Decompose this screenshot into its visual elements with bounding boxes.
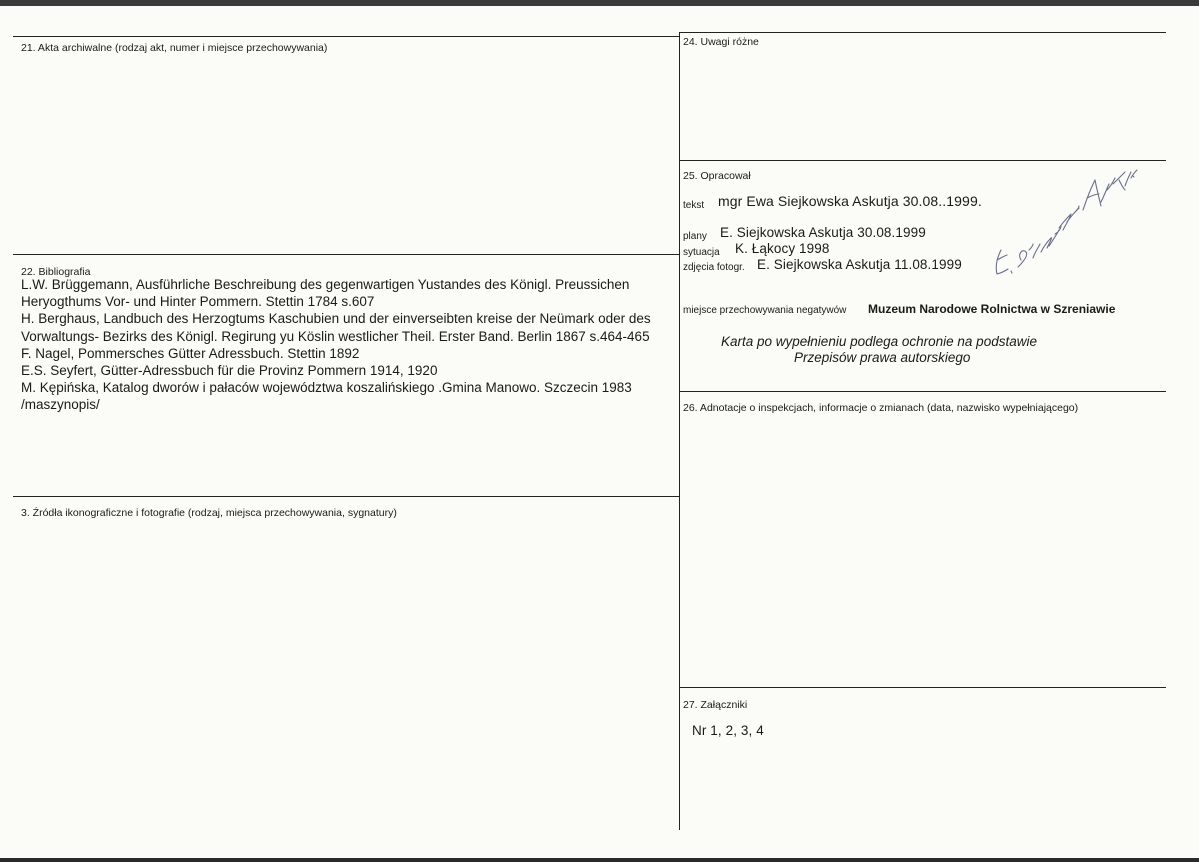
plany-label: plany	[683, 231, 707, 242]
divider-22-3	[13, 496, 679, 497]
divider-top-right	[679, 32, 1166, 33]
sytuacja-value: K. Łąkocy 1998	[735, 241, 830, 256]
divider-top-left	[13, 36, 679, 37]
copyright-note-line-1: Karta po wypełnieniu podlega ochronie na podstawie	[721, 334, 1037, 349]
sytuacja-label: sytuacja	[683, 247, 720, 258]
handwritten-signature	[985, 168, 1145, 288]
section-24-label: 24. Uwagi różne	[683, 36, 759, 48]
zdjecia-value: E. Siejkowska Askutja 11.08.1999	[757, 257, 962, 272]
section-26-label: 26. Adnotacje o inspekcjach, informacje o zmianach (data, nazwisko wypełniającego)	[683, 402, 1079, 414]
tekst-value: mgr Ewa Siejkowska Askutja 30.08..1999.	[718, 193, 982, 209]
section-3-label: 3. Źródła ikonograficzne i fotografie (rodzaj, miejsca przechowywania, sygnatury)	[21, 507, 397, 519]
divider-vertical	[679, 32, 680, 830]
divider-26-27	[679, 687, 1166, 688]
bibliography-entry: M. Kępińska, Katalog dworów i pałaców województwa koszalińskiego .Gmina Manowo. Szczecin 1983 /maszynopis/	[21, 380, 632, 413]
plany-value: E. Siejkowska Askutja 30.08.1999	[720, 225, 926, 240]
tekst-label: tekst	[683, 200, 705, 211]
section-21-label: 21. Akta archiwalne (rodzaj akt, numer i miejsce przechowywania)	[21, 42, 328, 54]
scan-top-edge	[0, 0, 1199, 6]
bibliography-entry: H. Berghaus, Landbuch des Herzogtums Kaschubien und der einverseibten kreise der Neümark oder des Vorwaltungs- Bezirks des Königl. Regirung yu Köslin westlicher Theil. Erster Band. Berlin 1867 s.464-465	[21, 311, 651, 344]
divider-21-22	[13, 254, 679, 255]
section-22-label: 22. Bibliografia	[21, 266, 91, 278]
negatywy-value: Muzeum Narodowe Rolnictwa w Szreniawie	[868, 302, 1116, 316]
section-27-label: 27. Załączniki	[683, 699, 748, 711]
zdjecia-label: zdjęcia fotogr.	[683, 262, 745, 273]
copyright-note-line-2: Przepisów prawa autorskiego	[794, 350, 971, 365]
divider-24-25	[679, 160, 1166, 161]
bibliography-entry: F. Nagel, Pommersches Gütter Adressbuch. Stettin 1892	[21, 345, 360, 361]
bibliography-list	[21, 276, 676, 414]
attachments-value: Nr 1, 2, 3, 4	[692, 723, 764, 738]
bibliography-entry: L.W. Brüggemann, Ausführliche Beschreibung des gegenwartigen Yustandes des Königl. Preussichen Heryogthums Vor- und Hinter Pommern. Stettin 1784 s.607	[21, 277, 630, 310]
bibliography-entry: E.S. Seyfert, Gütter-Adressbuch für die Provinz Pommern 1914, 1920	[21, 363, 438, 379]
divider-25-26	[679, 391, 1166, 392]
negatywy-label: miejsce przechowywania negatywów	[683, 305, 847, 316]
scan-bottom-edge	[0, 858, 1199, 862]
section-25-label: 25. Opracował	[683, 170, 751, 182]
